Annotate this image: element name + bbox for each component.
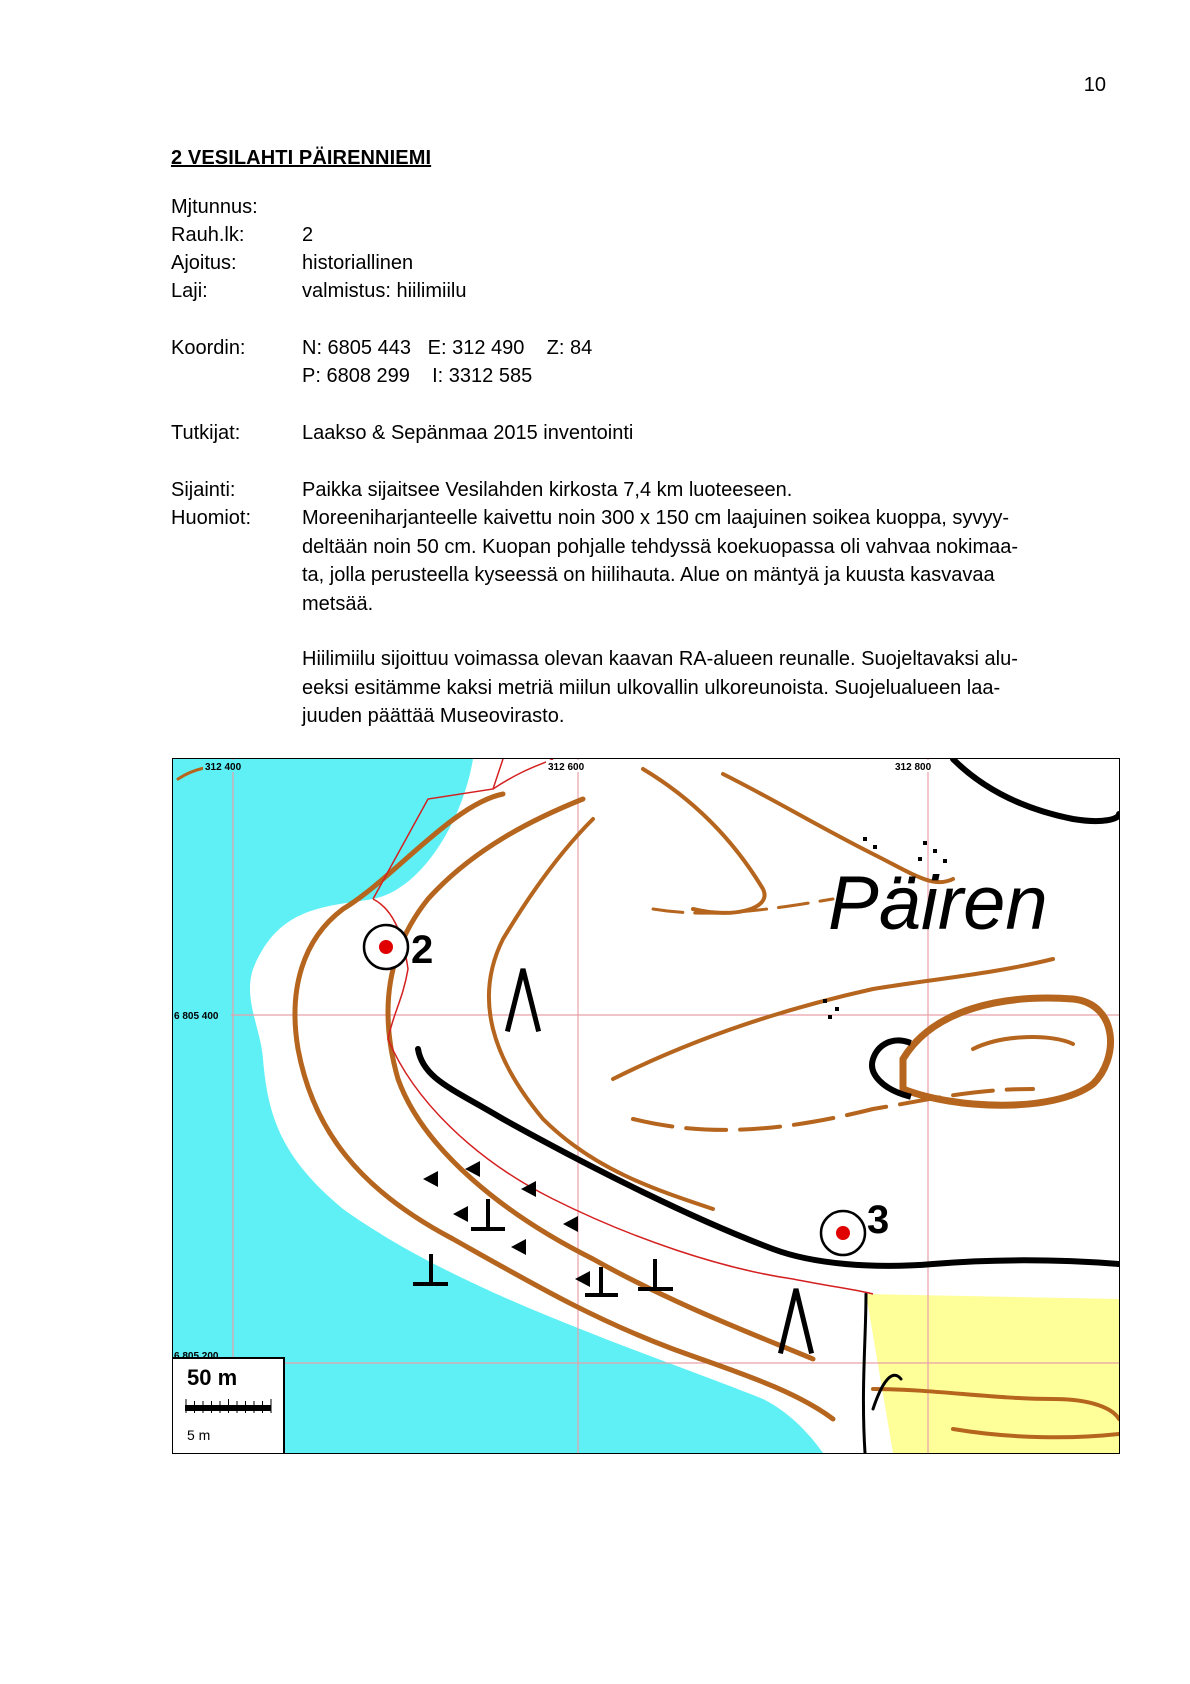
scale-bar-icon	[185, 1399, 273, 1419]
field-value: historiallinen	[302, 252, 414, 274]
scale-label-large: 50 m	[187, 1365, 238, 1390]
field-value: Paikka sijaitsee Vesilahden kirkosta 7,4 km luoteeseen.	[302, 479, 793, 501]
field-value: valmistus: hiilimiilu	[302, 280, 467, 302]
protection-paragraph	[302, 645, 1102, 731]
paragraph-line: juuden päättää Museovirasto.	[302, 705, 565, 727]
grid-label-e1: 312 400	[205, 762, 242, 773]
field-label: Tutkijat:	[171, 422, 241, 444]
huomiot-paragraph	[302, 504, 1102, 618]
paragraph-line: Moreeniharjanteelle kaivettu noin 300 x 150 cm laajuinen soikea kuoppa, syvyy-	[302, 507, 1010, 529]
field-value: Laakso & Sepänmaa 2015 inventointi	[302, 422, 634, 444]
map-scale-box	[173, 1357, 285, 1453]
field-area	[866, 1294, 1119, 1453]
site-marker-3	[821, 1211, 865, 1255]
grid-label-n1: 6 805 400	[174, 1011, 219, 1022]
field-label: Sijainti:	[171, 479, 236, 501]
field-value: 2	[302, 224, 314, 246]
paragraph-line: deltään noin 50 cm. Kuopan pohjalle tehdyssä koekuopassa oli vahvaa nokimaa-	[302, 535, 1019, 558]
coordinates-line-1: N: 6805 443 E: 312 490 Z: 84	[302, 337, 593, 359]
paragraph-line: eeksi esitämme kaksi metriä miilun ulkovallin ulkoreunoista. Suojelualueen laa-	[302, 676, 1001, 699]
map-svg	[173, 759, 1119, 1453]
grid-label-e3: 312 800	[895, 762, 932, 773]
field-label: Ajoitus:	[171, 252, 237, 274]
site-marker-2	[364, 925, 408, 969]
site-map	[172, 758, 1120, 1454]
field-label: Rauh.lk:	[171, 224, 245, 246]
field-label: Laji:	[171, 280, 208, 302]
site-label-2: 2	[411, 928, 434, 972]
page-title: 2 VESILAHTI PÄIRENNIEMI	[171, 147, 432, 169]
field-label: Huomiot:	[171, 507, 252, 529]
grid-label-e2: 312 600	[548, 762, 585, 773]
paragraph-line: Hiilimiilu sijoittuu voimassa olevan kaavan RA-alueen reunalle. Suojeltavaksi alu-	[302, 648, 1018, 670]
coordinates-line-2: P: 6808 299 I: 3312 585	[302, 365, 533, 387]
place-name-label: Päiren	[828, 861, 1048, 946]
page-number: 10	[1083, 74, 1106, 96]
field-label: Mjtunnus:	[171, 196, 258, 218]
paragraph-line: metsää.	[302, 592, 374, 615]
site-label-3: 3	[867, 1198, 890, 1242]
field-label: Koordin:	[171, 337, 246, 359]
scale-label-small: 5 m	[187, 1427, 211, 1443]
paragraph-line: ta, jolla perusteella kyseessä on hiilihauta. Alue on mäntyä ja kuusta kasvavaa	[302, 564, 995, 586]
